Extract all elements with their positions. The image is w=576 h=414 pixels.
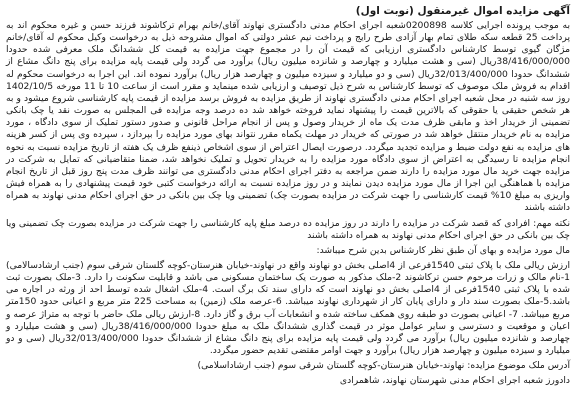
property-address: آدرس ملک موضوع مزایده: نهاوند-خیابان هنرستان-کوچه گلستان شرقی سوم (جنب ارشاداسلامی) xyxy=(197,360,570,372)
description-heading: مال مورد مزایده و بهای آن طبق نظر کارشناس بدین شرح میباشد: xyxy=(316,244,570,256)
notice-main-paragraph: به موجب پرونده اجرایی کلاسه 0200898شعبه اجرای احکام مدنی دادگستری نهاوند آقای/خانم بهرام ترکاشوند فرزند حسن و غیره محکوم اند به پرداخت 25 قطعه سکه طلای تمام بهار آزادی طرح رایج و پرداخت نیم عشر دولتی که اموال مشروحه ذیل به درخواست وکیل محکوم له آقای/خانم مژگان گیوی توسط کارشناس دادگستری ارزیابی که قیمت آن را در مجموع جهت مزایده به قیمت کل ششدانگ ملک معرفی شده حدودا 38/416/000/000ریال (سی و هشت میلیارد و چهارصد و شانزده میلیون ریال) برآورد می گردد ولی قیمت پایه مزایده برای پنج دانگ مشاع از ششدانگ حدودا 32/013/400/000ریال (سی و دو میلیارد و سیزده میلیون و چهارصد هزار ریال) برآورد نموده اند. این اجرا به درخواست محکوم له اقدام به فروش ملک موصوف که توسط کارشناس به شرح ذیل توصیف و ارزیابی شده مینماید و مقرر است از ساعت 10 تا 11 مورخه 1402/10/5 روز سه شنبه در محل شعبه اجرای احکام مدنی دادگستری نهاوند از طریق مزایده به فروش برسد مزایده از قیمت پایه کارشناسی شروع میشود و به هر شخص حقیقی یا حقوقی که بالاترین قیمت را پیشنهاد نماید فروخته خواهد شد ده درصد وجه مزایده فی المجلس به صورت نقد یا چک بانکی تضمینی از خریدار اخذ و مابقی ظرف مدت یک ماه از خریدار وصول و پس از انجام مراحل قانونی و صدور دستور تملیک از سوی دادگاه ، مورد مزایده به نام خریدار منتقل خواهد شد در صورتی که خریدار در مهلت یکماه مقرر نتواند بهای مورد مزایده را بپردازد ، سپرده وی پس از کسر هزینه های مزایده به نفع دولت ضبط و مزایده تجدید میگردد. درصورت ایصال اعتراض از سوی اشخاص ذینفع ظرف یک هفته از تاریخ مزایده نسبت به نحوه انجام مزایده تا رسیدگی به اعتراض از سوی دادگاه مورد مزایده را به خریدار تحویل و تملیک نخواهد شد، ضمنا متقاضیانی که تمایل به شرکت در مزایده جهت خرید مال مورد مزایده را دارند ضمن مراجعه به دفتر اجرای احکام مدنی دادگستری می توانند ظرف مدت پنج روز قبل از تاریخ انجام مزایده با هماهنگی این اجرا از مال مورد مزایده دیدن نمایند و در روز مزایده نسبت به ارائه درخواست کتبی خود قیمت پیشنهادی را به همراه فیش واریزی به مبلغ 10% قیمت کارشناسی را جهت شرکت در مزایده بصورت چک) تضمینی ویا چک بین بانکی در حق اجرای احکام مدنی نهاوند به همراه داشته باشند xyxy=(6,20,571,214)
notice-title: آگهی مزایده اموال غیرمنقول (نوبت اول) xyxy=(355,5,570,17)
signature-line: دادورز شعبه اجرای احکام مدنی شهرستان نهاوند، شاهمرادی xyxy=(339,375,570,387)
property-description-paragraph: ارزش ریالی ملک با پلاک ثبتی 1540فرعی از 4اصلی بخش دو نهاوند واقع در نهاوند-خیابان هنرستان-کوچه گلستان شرقی سوم (جنب ارشادسالامی) 1-نام مالک و زرات مرحوم حسن ترکاشوند 2-ملک مذکور به صورت یک ساختمان مسکونی می باشد و قابلیت سکونت را دارد. 3-ملک بصورت ثبت شده با پلاک ثبتی 1540فرعی از 4اصلی بخش دو نهاوند است که دارای سند تک برگ است. 4-ملک اشغال شده توسط احد از ورثه در اجاره می باشد.5-ملک بصورت سند دار و دارای پایان کار از شهرداری نهاوند میباشد. 6-عرصه ملک (زمین) به مساحت 225 متر مربع و اعیانی حدود 150متر مربع میباشد. 7- اعیانی بصورت دو طبقه روی همکف ساخته شده و انشعابات آب برق و گاز دارد. 8-ارزش ریالی ملک حاضر با توجه به متراژ عرصه و اعیان و موقعیت و دسترسی و سایر عوامل موثر در قیمت گذاری ششدانگ ملک به مبلغ حدودا 38/416/000/000ریال (سی و هشت میلیارد و چهارصد و شانزده میلیون ریال) برآورد می گردد ولی قیمت پایه مزایده برای پنج دانگ مشاع از ششدانگ حدودا 32/013/400/000ریال (سی و دو میلیارد و سیزده میلیون و چهارصد هزار ریال) برآورد و جهت اوامر مقتضی تقدیم حضور میگردد. xyxy=(6,259,571,357)
notice-remark-paragraph: نکته مهم: افرادی که قصد شرکت در مزایده را دارند در روز مزایده ده درصد مبلغ پایه کارشناسی را جهت شرکت در مزایده بصورت چک تضمینی ویا چک بین بانکی در حق اجرای احکام مدنی نهاوند به همراه داشته باشند xyxy=(6,217,570,241)
